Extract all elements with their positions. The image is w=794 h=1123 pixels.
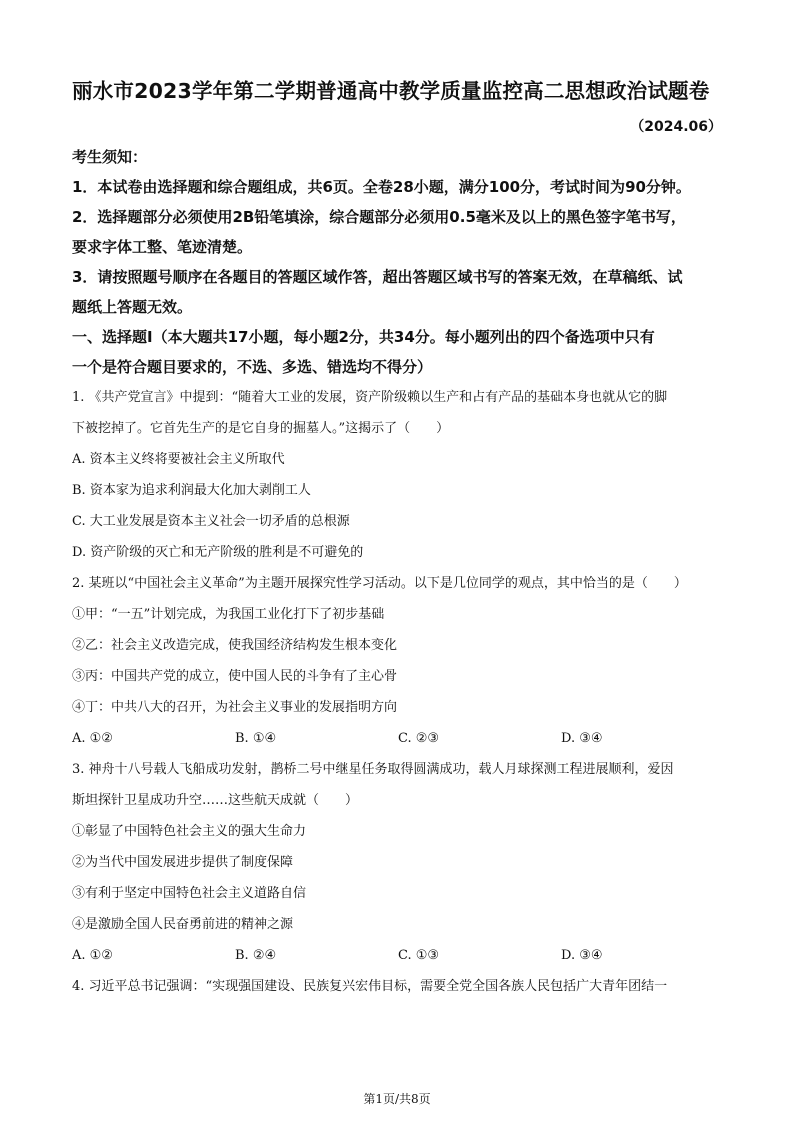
notice-heading: 考生须知： xyxy=(72,148,148,166)
option-d: D. ③④ xyxy=(561,731,603,746)
notice-line: 1．本试卷由选择题和综合题组成，共6页。全卷28小题，满分100分，考试时间为90分钟。 xyxy=(72,178,691,196)
section-heading: 一个是符合题目要求的，不选、多选、错选均不得分） xyxy=(72,358,433,376)
option-b: B. ①④ xyxy=(235,731,277,746)
option-c: C. ②③ xyxy=(398,731,440,746)
page-number: 第1页/共8页 xyxy=(363,1092,431,1106)
option-c: C. ①③ xyxy=(398,948,440,963)
question-3-statement: ④是激励全国人民奋勇前进的精神之源 xyxy=(72,917,294,932)
notice-line: 要求字体工整、笔迹清楚。 xyxy=(72,238,253,256)
question-3-options xyxy=(72,940,726,971)
question-1-stem: 1. 《共产党宣言》中提到：“随着大工业的发展，资产阶级赖以生产和占有产品的基础本身也就从它的脚 xyxy=(72,390,668,405)
question-2-statement: ①甲：“一五”计划完成，为我国工业化打下了初步基础 xyxy=(72,607,385,622)
notice-line: 3．请按照题号顺序在各题目的答题区域作答，超出答题区域书写的答案无效，在草稿纸、试 xyxy=(72,268,683,286)
question-2-statement: ②乙：社会主义改造完成，使我国经济结构发生根本变化 xyxy=(72,638,398,653)
question-4-stem: 4. 习近平总书记强调：“实现强国建设、民族复兴宏伟目标，需要全党全国各族人民包括广大青年团结一 xyxy=(72,979,668,994)
option-a: A. ①② xyxy=(72,948,113,963)
option-a: A. ①② xyxy=(72,731,113,746)
notice-line: 题纸上答题无效。 xyxy=(72,298,193,316)
exam-body xyxy=(72,142,726,1002)
question-1-choice-a: A. 资本主义终将要被社会主义所取代 xyxy=(72,452,285,467)
question-3-stem: 斯坦探针卫星成功升空……这些航天成就（ ） xyxy=(72,793,359,808)
question-2-options xyxy=(72,723,726,754)
question-2-statement: ④丁：中共八大的召开，为社会主义事业的发展指明方向 xyxy=(72,700,398,715)
option-d: D. ③④ xyxy=(561,948,603,963)
question-3-statement: ③有利于坚定中国特色社会主义道路自信 xyxy=(72,886,307,901)
page-title: 丽水市2023学年第二学期普通高中教学质量监控高二思想政治试题卷 xyxy=(72,79,710,103)
question-3-stem: 3. 神舟十八号载人飞船成功发射，鹊桥二号中继星任务取得圆满成功，载人月球探测工程进展顺利，爱因 xyxy=(72,762,674,777)
question-1-choice-c: C. 大工业发展是资本主义社会一切矛盾的总根源 xyxy=(72,514,350,529)
question-2-statement: ③丙：中国共产党的成立，使中国人民的斗争有了主心骨 xyxy=(72,669,398,684)
question-1-choice-d: D. 资产阶级的灭亡和无产阶级的胜利是不可避免的 xyxy=(72,545,364,560)
notice-line: 2．选择题部分必须使用2B铅笔填涂，综合题部分必须用0.5毫米及以上的黑色签字笔书写， xyxy=(72,208,686,226)
exam-date: （2024.06） xyxy=(630,119,722,135)
question-2-stem: 2. 某班以“中国社会主义革命”为主题开展探究性学习活动。以下是几位同学的观点，其中恰当的是（ ） xyxy=(72,576,687,591)
question-3-statement: ①彰显了中国特色社会主义的强大生命力 xyxy=(72,824,307,839)
question-1-stem: 下被挖掉了。它首先生产的是它自身的掘墓人。”这揭示了（ ） xyxy=(72,421,450,436)
option-b: B. ②④ xyxy=(235,948,277,963)
question-3-statement: ②为当代中国发展进步提供了制度保障 xyxy=(72,855,294,870)
section-heading: 一、选择题Ⅰ（本大题共17小题，每小题2分，共34分。每小题列出的四个备选项中只有 xyxy=(72,328,655,346)
question-1-choice-b: B. 资本家为追求利润最大化加大剥削工人 xyxy=(72,483,311,498)
